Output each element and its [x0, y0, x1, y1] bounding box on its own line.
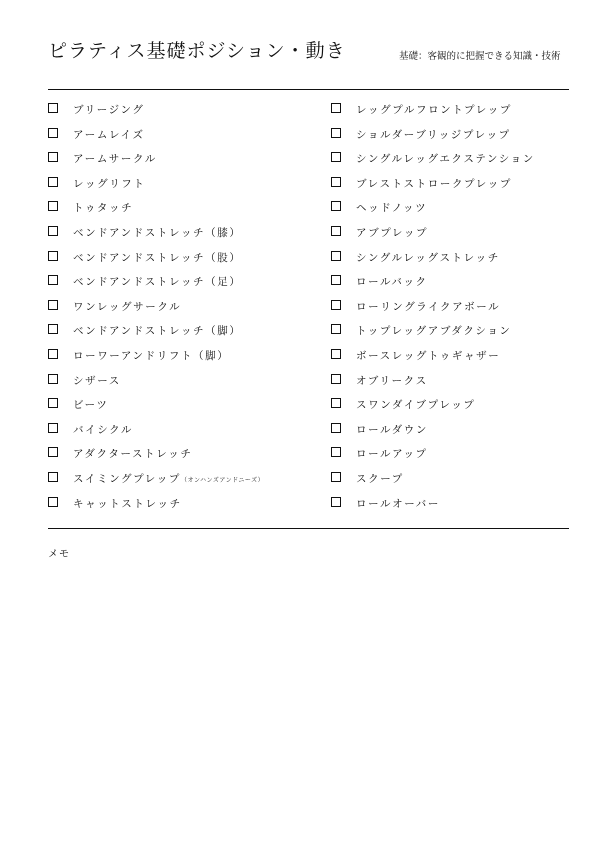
checkbox[interactable]	[48, 201, 58, 211]
checkbox[interactable]	[48, 497, 58, 507]
checkbox[interactable]	[331, 472, 341, 482]
item-text: ワンレッグサークル	[73, 300, 182, 313]
checkbox[interactable]	[331, 398, 341, 408]
checklist-item-label	[356, 497, 440, 511]
checklist-item-label	[73, 103, 145, 117]
checkbox[interactable]	[48, 275, 58, 285]
checklist-item	[48, 172, 323, 197]
item-text: キャットストレッチ	[73, 497, 182, 510]
item-text: ブレストストロークプレップ	[356, 177, 512, 190]
checkbox[interactable]	[48, 472, 58, 482]
checklist-item-label	[73, 201, 133, 215]
checklist-item	[48, 123, 323, 148]
item-text: ロールダウン	[356, 423, 428, 436]
checklist-item	[48, 467, 323, 492]
item-text: ショルダーブリッジプレップ	[356, 128, 511, 141]
checkbox[interactable]	[331, 201, 341, 211]
checklist-item	[331, 172, 571, 197]
item-text: アームサークル	[73, 153, 157, 166]
checklist-item-label	[356, 177, 512, 191]
checklist-item	[48, 492, 323, 517]
checkbox[interactable]	[331, 447, 341, 457]
checklist-item	[331, 344, 571, 369]
checklist-item	[48, 221, 323, 246]
checkbox[interactable]	[48, 423, 58, 433]
item-text: バイシクル	[73, 423, 133, 436]
checklist-item-label	[73, 497, 182, 511]
page-title: ピラティス基礎ポジション・動き	[48, 40, 346, 62]
checkbox[interactable]	[48, 374, 58, 384]
checkbox[interactable]	[48, 300, 58, 310]
item-text: レッグプルフロントプレップ	[356, 104, 512, 116]
page-subtitle: 基礎：客観的に把握できる知識・技術	[399, 51, 561, 62]
checklist-item	[48, 369, 323, 394]
item-text: ロールオーバー	[356, 497, 440, 510]
checklist-item-label	[356, 398, 476, 412]
checklist-item	[331, 492, 571, 517]
checklist-item-label	[73, 152, 157, 166]
checklist-item-label	[73, 226, 241, 240]
checkbox[interactable]	[48, 177, 58, 187]
checklist-item-label	[73, 324, 241, 338]
item-text: ローワーアンドリフト（脚）	[73, 349, 230, 362]
checklist-item-label	[356, 226, 428, 240]
checkbox[interactable]	[48, 398, 58, 408]
checklist-item	[48, 393, 323, 418]
checkbox[interactable]	[331, 497, 341, 507]
checkbox[interactable]	[48, 324, 58, 334]
checkbox[interactable]	[48, 103, 58, 113]
item-text: トップレッグアブダクション	[356, 325, 512, 338]
item-text: シングルレッグストレッチ	[356, 251, 500, 264]
checklist-item-label	[356, 275, 428, 289]
checkbox[interactable]	[331, 177, 341, 187]
checkbox[interactable]	[331, 275, 341, 285]
checklist-item	[331, 246, 571, 271]
checkbox[interactable]	[331, 152, 341, 162]
checklist-item	[331, 221, 571, 246]
checkbox[interactable]	[331, 128, 341, 138]
checklist-item-label	[356, 152, 535, 166]
checklist-item	[331, 442, 571, 467]
checklist-item	[48, 319, 323, 344]
checklist-item	[48, 295, 323, 320]
checklist-item-label	[356, 349, 500, 363]
checkbox[interactable]	[331, 251, 341, 261]
checklist-item	[331, 196, 571, 221]
item-text: アームレイズ	[73, 128, 145, 141]
checkbox[interactable]	[48, 447, 58, 457]
item-text: オブリークス	[356, 374, 428, 387]
item-text: アブプレップ	[356, 226, 429, 239]
item-text: ブリージング	[73, 104, 145, 116]
item-note: （オンハンズアンドニーズ）	[180, 476, 265, 484]
checklist-item-label	[73, 251, 241, 265]
item-text: レッグリフト	[73, 177, 146, 190]
checkbox[interactable]	[331, 349, 341, 359]
checklist-item	[331, 147, 571, 172]
checklist-item	[331, 319, 571, 344]
checkbox[interactable]	[48, 152, 58, 162]
checkbox[interactable]	[331, 300, 341, 310]
item-text: ロールアップ	[356, 448, 428, 461]
bottom-divider	[48, 528, 569, 529]
item-text: トゥタッチ	[73, 202, 134, 215]
checklist-item-label	[356, 103, 512, 117]
checkbox[interactable]	[331, 374, 341, 384]
checklist-item-label	[73, 128, 145, 142]
checklist-item-label	[73, 398, 108, 412]
checklist-item	[331, 369, 571, 394]
checkbox[interactable]	[48, 128, 58, 138]
checklist-item	[331, 393, 571, 418]
top-divider	[48, 89, 569, 90]
checklist-item	[331, 467, 571, 492]
item-text: ローリングライクアボール	[356, 300, 501, 313]
checklist-item-label	[356, 447, 428, 461]
checklist-item	[331, 98, 571, 123]
checklist-item-label	[73, 349, 229, 363]
item-text: ベンドアンドストレッチ（膝）	[73, 226, 242, 239]
item-text: ベンドアンドストレッチ（股）	[73, 251, 242, 264]
item-text: ベンドアンドストレッチ（脚）	[73, 325, 242, 338]
checklist-item	[48, 196, 323, 221]
checklist-item	[48, 442, 323, 467]
checkbox[interactable]	[48, 251, 58, 261]
right-checklist	[331, 98, 571, 516]
checklist-item	[331, 123, 571, 148]
item-text: ロールバック	[356, 276, 428, 289]
item-text: シザース	[73, 374, 121, 387]
checklist-item	[48, 344, 323, 369]
checklist-item	[48, 246, 323, 271]
checklist-item-label	[356, 128, 511, 142]
checklist-item	[331, 270, 571, 295]
checkbox[interactable]	[48, 349, 58, 359]
item-text: アダクターストレッチ	[73, 448, 193, 461]
checklist-item-label	[356, 374, 428, 388]
item-text: ボースレッグトゥギャザー	[356, 349, 501, 362]
checklist-item-label	[73, 447, 192, 461]
checklist-item-label	[356, 300, 500, 314]
checklist-item	[331, 295, 571, 320]
checklist-item-label	[73, 300, 181, 314]
memo-label: メモ	[48, 549, 70, 560]
left-checklist	[48, 98, 323, 516]
checklist-item-label	[356, 324, 512, 338]
checklist-item-label	[73, 423, 133, 437]
checklist-item	[48, 418, 323, 443]
checklist-item-label	[356, 472, 404, 486]
checklist-item-label	[356, 251, 500, 265]
checklist-item-label	[356, 423, 428, 437]
checklist-item	[48, 147, 323, 172]
item-text: スクープ	[356, 472, 404, 485]
checklist-item-label	[73, 177, 146, 191]
checkbox[interactable]	[48, 226, 58, 236]
item-text: スイミングプレップ	[73, 472, 181, 485]
item-text: ビーツ	[73, 399, 109, 412]
checklist-item-label	[356, 201, 427, 215]
checkbox[interactable]	[331, 423, 341, 433]
checkbox[interactable]	[331, 103, 341, 113]
checkbox[interactable]	[331, 324, 341, 334]
checklist-item-label	[73, 472, 264, 488]
checklist-item-label	[73, 374, 121, 388]
item-text: スワンダイブプレップ	[356, 399, 476, 412]
item-text: ベンドアンドストレッチ（足）	[73, 276, 242, 289]
checklist-item	[48, 270, 323, 295]
item-text: シングルレッグエクステンション	[356, 153, 535, 166]
checklist-item	[331, 418, 571, 443]
checkbox[interactable]	[331, 226, 341, 236]
checklist-item	[48, 98, 323, 123]
checklist-item-label	[73, 275, 241, 289]
item-text: ヘッドノッツ	[356, 202, 428, 215]
